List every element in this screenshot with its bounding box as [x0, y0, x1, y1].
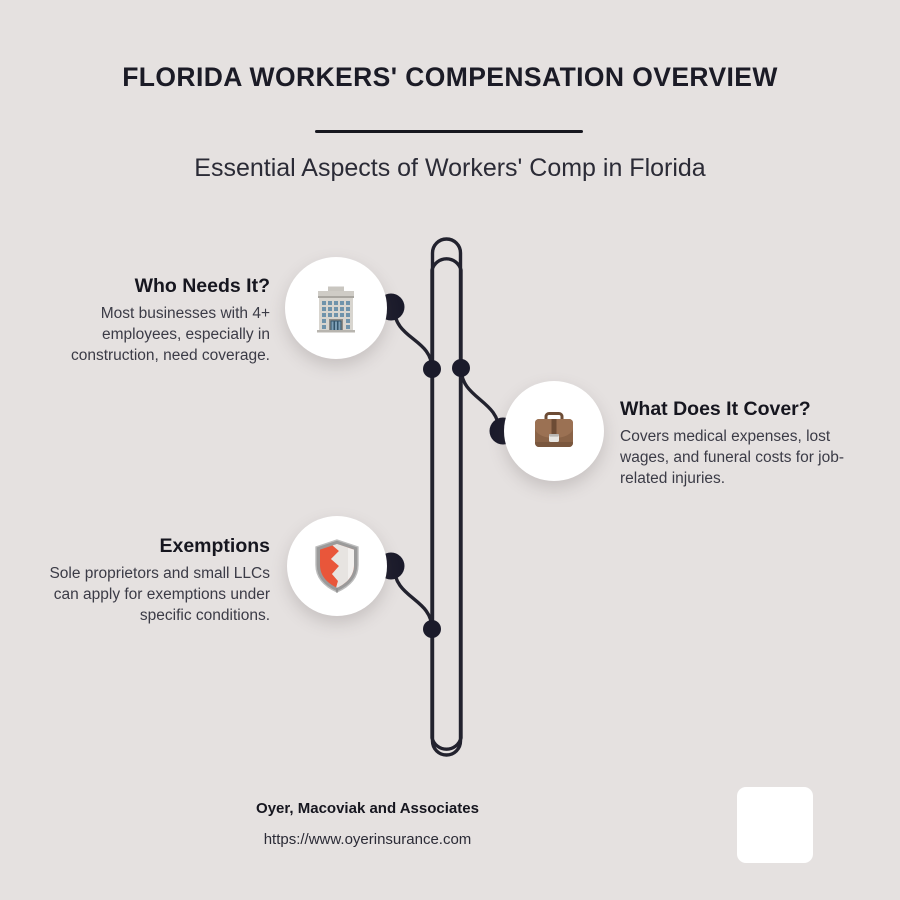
connector-node-small-one	[423, 360, 441, 378]
office-building-icon	[308, 280, 364, 336]
footer-logo-placeholder	[737, 787, 813, 863]
connector-branch-two	[461, 368, 499, 431]
connector-node-small-three	[423, 620, 441, 638]
section-icon-badge-briefcase	[504, 381, 604, 481]
connector-node-small-two	[452, 359, 470, 377]
briefcase-icon	[527, 404, 581, 458]
section-block-exemptions	[44, 535, 270, 626]
section-body: Sole proprietors and small LLCs can apply for exemptions under specific conditions.	[49, 565, 270, 624]
section-heading: Exemptions	[159, 535, 270, 557]
footer-website-url: https://www.oyerinsurance.com	[263, 831, 472, 848]
section-block-who-needs-it	[44, 275, 270, 366]
section-body: Most businesses with 4+ employees, especially in construction, need coverage.	[70, 305, 270, 364]
footer-company-name: Oyer, Macoviak and Associates	[256, 800, 479, 817]
page-title: FLORIDA WORKERS' COMPENSATION OVERVIEW	[122, 62, 778, 92]
shield-icon	[312, 537, 362, 595]
section-icon-badge-office-building	[285, 257, 387, 359]
connector-loop-path	[432, 259, 461, 749]
connector-cap-top	[433, 239, 461, 253]
section-heading: Who Needs It?	[134, 275, 270, 297]
section-heading: What Does It Cover?	[620, 398, 811, 420]
section-block-what-does-it-cover	[620, 398, 852, 489]
page-subtitle: Essential Aspects of Workers' Comp in Florida	[194, 154, 706, 182]
section-body: Covers medical expenses, lost wages, and funeral costs for job-related injuries.	[620, 428, 845, 487]
section-icon-badge-shield	[287, 516, 387, 616]
